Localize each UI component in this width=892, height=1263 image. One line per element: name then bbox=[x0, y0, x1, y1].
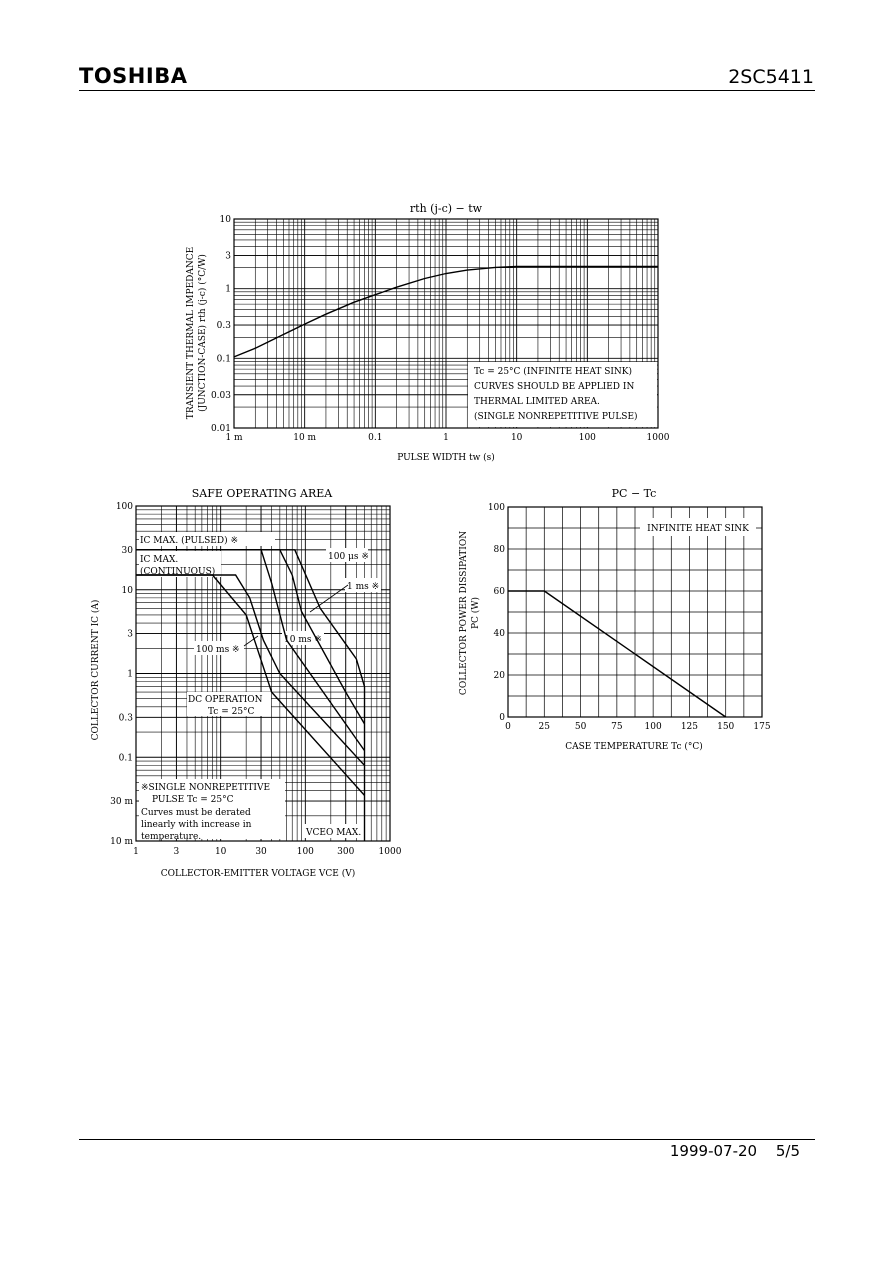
footer-rule bbox=[79, 1139, 815, 1140]
vceo-max-label: VCEO MAX. bbox=[306, 828, 362, 838]
y-tick-label: 60 bbox=[493, 587, 505, 597]
x-tick-label: 10 bbox=[510, 433, 523, 443]
x-tick-label: 3 bbox=[173, 847, 180, 857]
x-tick-label: 1000 bbox=[378, 847, 402, 857]
label-10ms: 10 ms ※ bbox=[284, 635, 322, 645]
x-tick-label: 125 bbox=[680, 722, 699, 732]
x-tick-label: 100 bbox=[644, 722, 662, 732]
footer bbox=[656, 1142, 800, 1160]
x-axis-label: PULSE WIDTH tw (s) bbox=[397, 453, 495, 463]
y-tick-label: 0.1 bbox=[118, 753, 133, 764]
y-axis-label: TRANSIENT THERMAL IMPEDANCE bbox=[186, 246, 196, 420]
x-tick-label: 0.1 bbox=[368, 433, 383, 443]
y-tick-label: 10 bbox=[121, 585, 133, 596]
footer-page: 5/5 bbox=[775, 1142, 800, 1160]
y-tick-label: 30 m bbox=[110, 797, 133, 808]
y-tick-label: 20 bbox=[493, 671, 505, 681]
x-tick-label: 100 bbox=[296, 847, 314, 857]
y-tick-label: 100 bbox=[487, 503, 505, 513]
y-tick-label: 1 bbox=[127, 669, 133, 680]
ic-max-pulsed-label: IC MAX. (PULSED) ※ bbox=[140, 536, 238, 546]
annotation-text: CURVES SHOULD BE APPLIED IN bbox=[474, 382, 635, 392]
y-tick-label: 80 bbox=[493, 545, 505, 555]
x-tick-label: 1 bbox=[133, 847, 139, 857]
brand-logo: TOSHIBA bbox=[79, 64, 188, 88]
y-tick-label: 40 bbox=[493, 629, 505, 639]
y-axis-label: (JUNCTION-CASE) rth (j-c) (°C/W) bbox=[198, 254, 208, 412]
annotation-text: INFINITE HEAT SINK bbox=[647, 524, 749, 534]
x-tick-label: 100 bbox=[578, 433, 596, 443]
note-text: PULSE Tc = 25°C bbox=[152, 795, 234, 805]
y-tick-label: 0 bbox=[499, 713, 505, 723]
annotation-text: THERMAL LIMITED AREA. bbox=[474, 397, 600, 407]
part-number: 2SC5411 bbox=[728, 66, 814, 88]
x-tick-label: 25 bbox=[538, 722, 551, 732]
y-tick-label: 30 bbox=[121, 545, 133, 556]
y-tick-label: 100 bbox=[115, 502, 133, 512]
ic-max-continuous-label: IC MAX. bbox=[140, 555, 179, 565]
x-tick-label: 50 bbox=[574, 722, 587, 732]
label-1ms: 1 ms ※ bbox=[347, 582, 380, 592]
x-tick-label: 10 m bbox=[293, 433, 317, 443]
x-tick-label: 300 bbox=[337, 847, 355, 857]
label-100ms: 100 ms ※ bbox=[196, 645, 240, 655]
y-axis-label: COLLECTOR CURRENT IC (A) bbox=[91, 599, 101, 741]
y-axis-label: COLLECTOR POWER DISSIPATION bbox=[459, 530, 469, 696]
annotation-text: (SINGLE NONREPETITIVE PULSE) bbox=[474, 412, 638, 422]
x-tick-label: 150 bbox=[717, 722, 735, 732]
note-text: linearly with increase in bbox=[141, 820, 252, 830]
annotation-text: Tc = 25°C (INFINITE HEAT SINK) bbox=[474, 367, 633, 377]
x-tick-label: 10 bbox=[214, 847, 227, 857]
x-tick-label: 75 bbox=[611, 722, 623, 732]
x-tick-label: 175 bbox=[753, 722, 771, 732]
dc-operation-label: Tc = 25°C bbox=[208, 707, 255, 717]
y-axis-label: PC (W) bbox=[471, 596, 481, 630]
y-tick-label: 0.1 bbox=[216, 354, 231, 365]
chart-title: PC − Tc bbox=[611, 487, 657, 500]
label-100us: 100 μs ※ bbox=[328, 552, 369, 562]
y-tick-label: 3 bbox=[127, 629, 133, 640]
y-tick-label: 0.3 bbox=[216, 321, 231, 332]
footer-date: 1999-07-20 bbox=[669, 1142, 758, 1160]
y-tick-label: 10 bbox=[219, 215, 231, 225]
x-axis-label: CASE TEMPERATURE Tc (°C) bbox=[565, 742, 703, 752]
note-text: Curves must be derated bbox=[141, 808, 251, 818]
y-tick-label: 0.01 bbox=[210, 424, 231, 434]
y-tick-label: 10 m bbox=[110, 837, 133, 847]
y-tick-label: 0.3 bbox=[118, 713, 133, 724]
x-tick-label: 1000 bbox=[646, 433, 670, 443]
y-tick-label: 3 bbox=[225, 251, 231, 262]
y-tick-label: 1 bbox=[225, 284, 231, 295]
x-axis-label: COLLECTOR-EMITTER VOLTAGE VCE (V) bbox=[160, 869, 356, 879]
x-tick-label: 1 m bbox=[225, 433, 243, 443]
x-tick-label: 1 bbox=[443, 433, 449, 443]
note-text: ※SINGLE NONREPETITIVE bbox=[141, 783, 271, 793]
chart-title: rth (j-c) − tw bbox=[409, 202, 483, 215]
note-text: temperature. bbox=[141, 832, 202, 842]
x-tick-label: 30 bbox=[255, 847, 267, 857]
x-tick-label: 0 bbox=[505, 722, 511, 732]
ic-max-continuous-label: (CONTINUOUS) bbox=[140, 567, 216, 577]
chart-title: SAFE OPERATING AREA bbox=[191, 487, 333, 500]
dc-operation-label: DC OPERATION bbox=[188, 695, 263, 705]
y-tick-label: 0.03 bbox=[210, 390, 231, 401]
